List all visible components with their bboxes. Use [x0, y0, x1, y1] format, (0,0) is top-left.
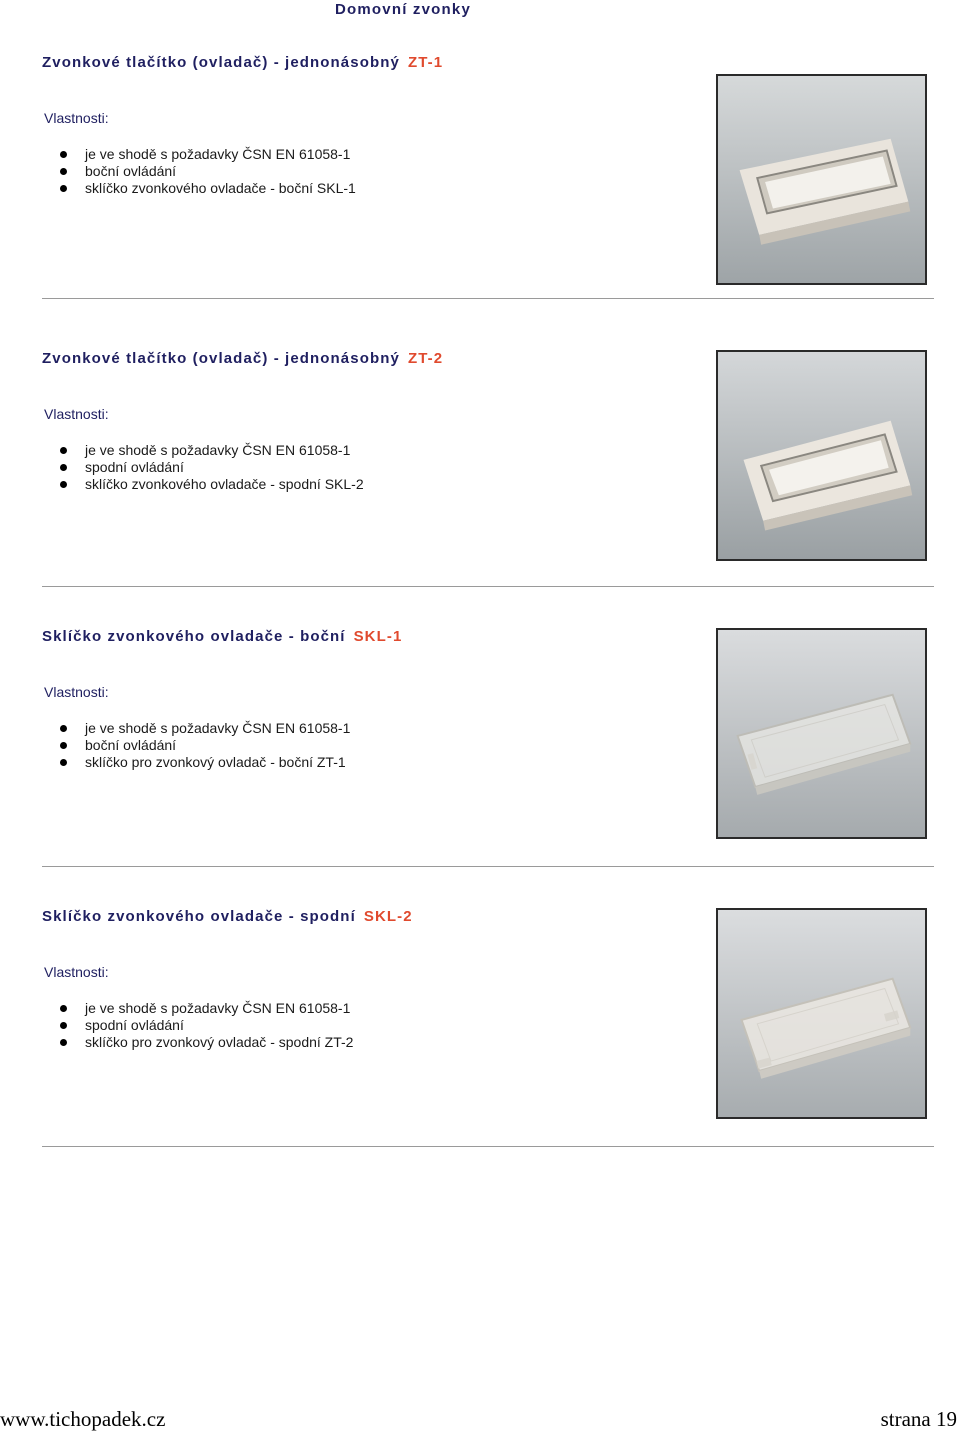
bullet-icon [60, 168, 67, 175]
bullet-icon [60, 151, 67, 158]
bullet-icon [60, 185, 67, 192]
bullet-icon [60, 481, 67, 488]
feature-item: je ve shodě s požadavky ČSN EN 61058-1 [60, 146, 356, 163]
bullet-icon [60, 464, 67, 471]
feature-item: je ve shodě s požadavky ČSN EN 61058-1 [60, 1000, 353, 1017]
product-name: Sklíčko zvonkového ovladače - boční [42, 628, 346, 645]
section-divider [42, 298, 934, 299]
product-title [42, 350, 443, 367]
bullet-icon [60, 447, 67, 454]
product-code: ZT-2 [407, 350, 444, 367]
bullet-icon [60, 1005, 67, 1012]
feature-item: boční ovládání [60, 737, 350, 754]
feature-list [60, 1000, 353, 1051]
glass-cover-icon [716, 908, 927, 1119]
product-zt-1 [0, 54, 960, 319]
feature-item: spodní ovládání [60, 459, 364, 476]
properties-label: Vlastnosti: [44, 110, 109, 126]
bullet-icon [60, 742, 67, 749]
doorbell-button-icon [716, 350, 927, 561]
feature-list [60, 442, 364, 493]
feature-item: spodní ovládání [60, 1017, 353, 1034]
section-divider [42, 586, 934, 587]
section-divider [42, 1146, 934, 1147]
product-skl-1 [0, 628, 960, 893]
product-name: Zvonkové tlačítko (ovladač) - jednonásobný [42, 350, 400, 367]
page-number: strana 19 [880, 1407, 957, 1431]
bullet-icon [60, 759, 67, 766]
product-code: SKL-1 [353, 628, 403, 645]
doorbell-button-icon [716, 74, 927, 285]
product-title [42, 628, 402, 645]
feature-item: sklíčko zvonkového ovladače - boční SKL-1 [60, 180, 356, 197]
product-title [42, 54, 443, 71]
product-title [42, 908, 413, 925]
feature-item: boční ovládání [60, 163, 356, 180]
properties-label: Vlastnosti: [44, 406, 109, 422]
product-zt-2 [0, 350, 960, 615]
feature-item: sklíčko pro zvonkový ovladač - spodní ZT-2 [60, 1034, 353, 1051]
feature-list [60, 146, 356, 197]
feature-item: je ve shodě s požadavky ČSN EN 61058-1 [60, 442, 364, 459]
website-url[interactable]: www.tichopadek.cz [0, 1407, 166, 1431]
bullet-icon [60, 1039, 67, 1046]
feature-item: sklíčko zvonkového ovladače - spodní SKL-2 [60, 476, 364, 493]
product-code: SKL-2 [363, 908, 413, 925]
section-divider [42, 866, 934, 867]
bullet-icon [60, 1022, 67, 1029]
product-name: Zvonkové tlačítko (ovladač) - jednonásobný [42, 54, 400, 71]
glass-cover-icon [716, 628, 927, 839]
product-skl-2 [0, 908, 960, 1173]
feature-item: sklíčko pro zvonkový ovladač - boční ZT-1 [60, 754, 350, 771]
properties-label: Vlastnosti: [44, 684, 109, 700]
product-name: Sklíčko zvonkového ovladače - spodní [42, 908, 356, 925]
product-code: ZT-1 [407, 54, 444, 71]
properties-label: Vlastnosti: [44, 964, 109, 980]
bullet-icon [60, 725, 67, 732]
feature-list [60, 720, 350, 771]
feature-item: je ve shodě s požadavky ČSN EN 61058-1 [60, 720, 350, 737]
page-title: Domovní zvonky [335, 1, 471, 18]
